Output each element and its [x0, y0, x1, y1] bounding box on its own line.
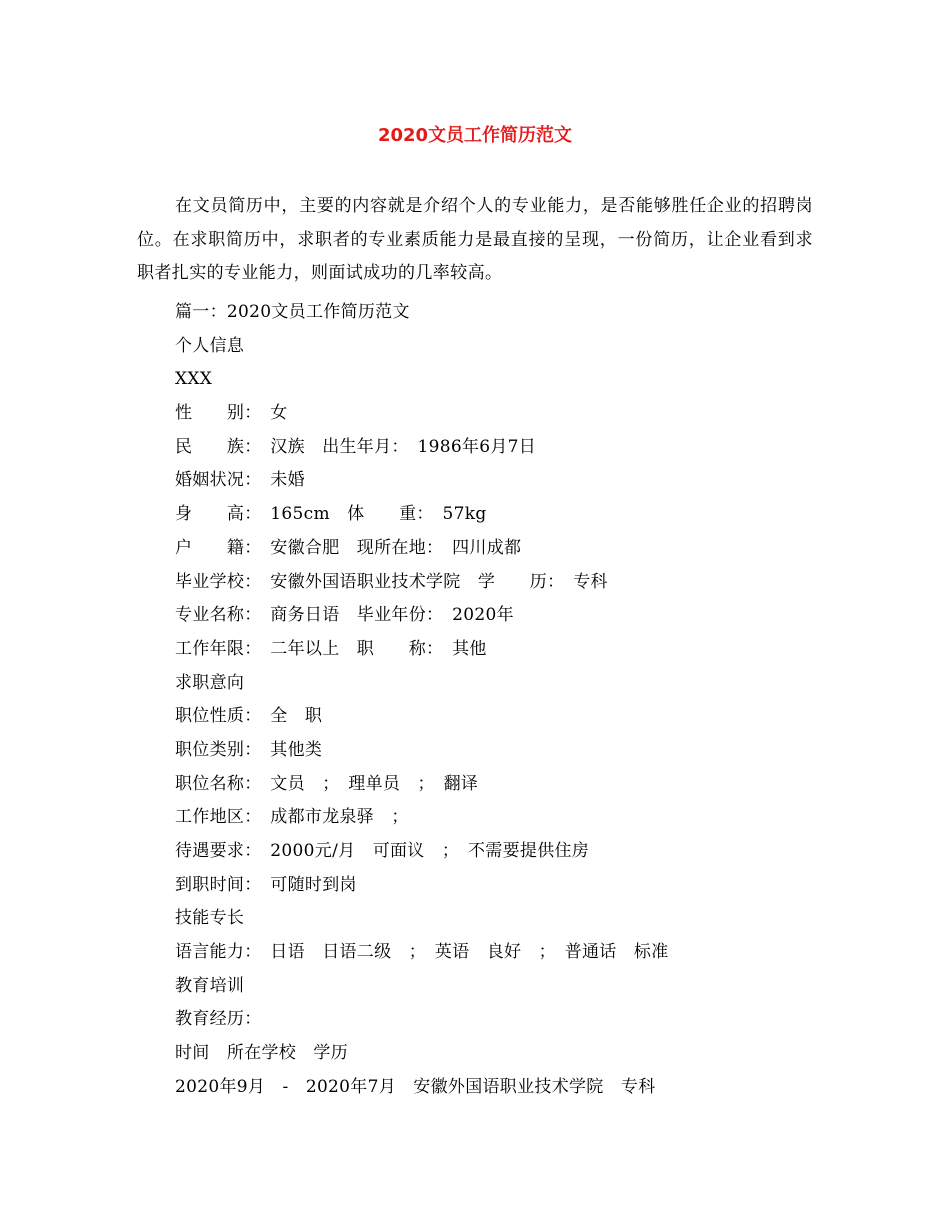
resume-line: 职位类别： 其他类: [175, 739, 323, 760]
resume-line: 待遇要求： 2000元/月 可面议 ； 不需要提供住房: [175, 841, 590, 861]
resume-line: 毕业学校： 安徽外国语职业技术学院 学 历： 专科: [175, 571, 608, 592]
resume-line: 求职意向: [175, 672, 245, 693]
document-title: 2020文员工作简历范文: [377, 125, 573, 146]
resume-line: 工作年限： 二年以上 职 称： 其他: [175, 638, 487, 659]
resume-line: 户 籍： 安徽合肥 现所在地： 四川成都: [175, 537, 522, 558]
resume-line: 篇一：2020文员工作简历范文: [175, 302, 410, 322]
resume-line: 职位名称： 文员 ； 理单员 ； 翻译: [175, 773, 479, 794]
resume-line: 婚姻状况： 未婚: [175, 470, 305, 491]
intro-paragraph: 在文员简历中，主要的内容就是介绍个人的专业能力，是否能够胜任企业的招聘岗位。在求职简历中，求职者的专业素质能力是最直接的呈现，一份简历，让企业看到求职者扎实的专业能力，则面试成功的几率较高。: [137, 196, 813, 284]
resume-line: 2020年9月 - 2020年7月 安徽外国语职业技术学院 专科: [175, 1076, 656, 1097]
resume-line: 性 别： 女: [175, 403, 288, 424]
resume-line: 工作地区： 成都市龙泉驿 ；: [175, 807, 409, 828]
resume-line: 时间 所在学校 学历: [175, 1043, 348, 1064]
resume-line: 技能专长: [175, 908, 245, 929]
resume-line: 语言能力： 日语 日语二级 ； 英语 良好 ； 普通话 标准: [175, 942, 669, 963]
resume-line: 教育培训: [175, 975, 245, 996]
resume-line: 职位性质： 全 职: [175, 706, 323, 727]
resume-line: 教育经历：: [175, 1009, 262, 1030]
resume-line: 到职时间： 可随时到岗: [175, 874, 357, 895]
resume-line: 身 高： 165cm 体 重： 57kg: [175, 504, 487, 525]
resume-line: XXX: [175, 369, 213, 390]
resume-line: 专业名称： 商务日语 毕业年份： 2020年: [175, 605, 514, 626]
resume-lines: [175, 296, 815, 1105]
resume-line: 个人信息: [175, 335, 245, 356]
resume-line: 民 族： 汉族 出生年月： 1986年6月7日: [175, 436, 537, 457]
